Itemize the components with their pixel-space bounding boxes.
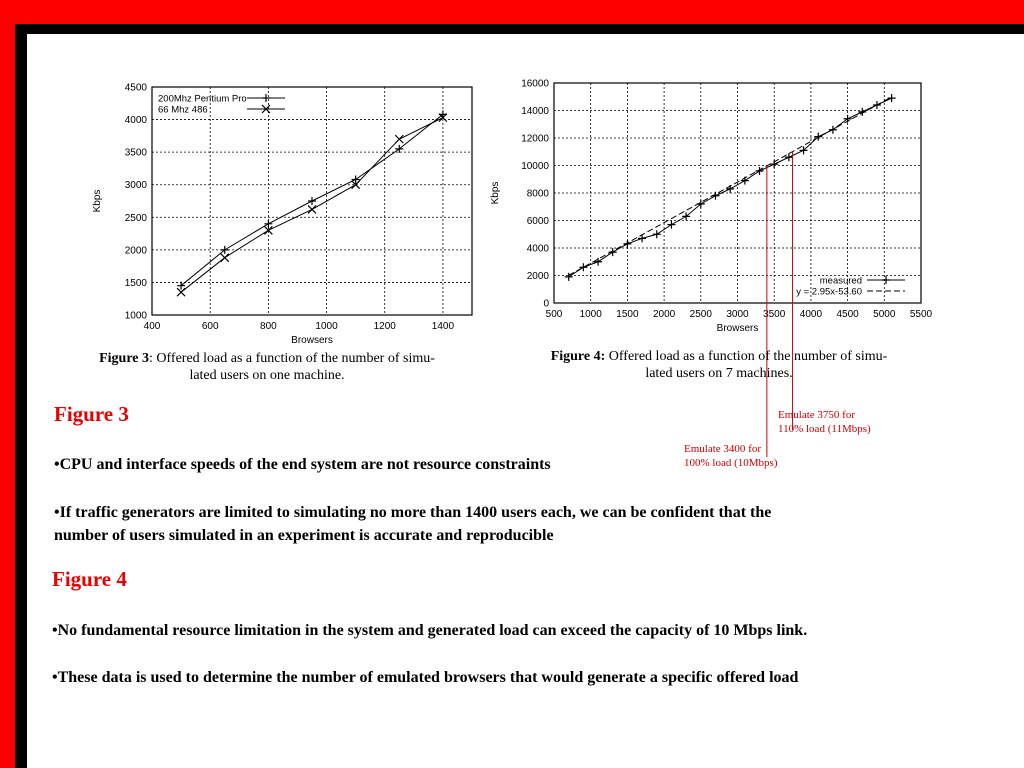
figure-3-bullet-traffic-line1: •If traffic generators are limited to simulating no more than 1400 users each, we can be confident that the [54, 504, 772, 521]
annotation-3750-line2: 110% load (11Mbps) [778, 423, 871, 435]
fig3-x-tick-label: 600 [201, 321, 219, 332]
fig3-series-1-point [395, 135, 403, 143]
fig4-series-0-point [638, 234, 646, 242]
fig4-y-tick-label: 8000 [526, 188, 549, 200]
fig3-legend-label: 200Mhz Pentium Pro [158, 93, 247, 105]
annotation-3400-line1: Emulate 3400 for [684, 443, 761, 455]
figure-4-bullet-capacity: •No fundamental resource limitation in the system and generated load can exceed the capacity of 10 Mbps link. [52, 622, 808, 639]
figure-3-heading: Figure 3 [54, 402, 129, 426]
fig4-y-tick-label: 16000 [521, 78, 549, 90]
fig4-legend-label: measured [819, 275, 862, 287]
fig4-x-tick-label: 3000 [726, 309, 749, 320]
figure-4-heading: Figure 4 [52, 567, 127, 591]
annotation-emulate-3400 [684, 442, 778, 470]
fig4-x-tick-label: 3500 [763, 309, 786, 320]
fig4-y-tick-label: 14000 [521, 106, 549, 117]
fig4-legend-label: y = 2.95x-53.60 [796, 286, 862, 298]
annotation-3750-line1: Emulate 3750 for [778, 409, 855, 421]
figure-3-bullet-traffic-line2: number of users simulated in an experiment is accurate and reproducible [54, 527, 554, 544]
fig4-series-1-line [569, 97, 892, 275]
fig4-series-0-point [667, 221, 675, 229]
fig3-x-tick-label: 800 [260, 321, 277, 332]
fig3-y-tick-label: 2000 [124, 245, 147, 257]
fig4-y-tick-label: 10000 [521, 161, 549, 172]
fig4-y-tick-label: 6000 [526, 216, 549, 227]
fig4-legend-marker [882, 276, 890, 284]
fig3-y-tick-label: 3500 [124, 147, 147, 159]
fig3-x-tick-label: 1000 [315, 321, 338, 332]
fig4-x-tick-label: 2000 [652, 309, 676, 320]
fig3-y-tick-label: 3000 [124, 180, 147, 192]
fig4-x-tick-label: 500 [545, 309, 563, 320]
fig3-x-tick-label: 1400 [431, 321, 455, 332]
figure-3-chart [87, 74, 487, 364]
frame-top-bar [15, 24, 1024, 34]
fig4-x-tick-label: 1000 [579, 309, 602, 320]
fig4-x-tick-label: 5000 [873, 309, 896, 320]
fig4-y-tick-label: 0 [543, 298, 549, 310]
fig4-series-0-point [653, 230, 661, 238]
fig3-y-axis-label: Kbps [92, 189, 103, 213]
figure-4-caption-label: Figure 4: [550, 349, 606, 364]
fig4-y-tick-label: 2000 [526, 271, 549, 282]
figure-3-caption-text: : Offered load as a function of the number of simu- [149, 351, 435, 366]
fig3-y-tick-label: 4500 [124, 82, 147, 94]
fig4-series-0-point [785, 153, 793, 161]
fig4-y-axis-label: Kbps [490, 181, 501, 205]
fig3-y-tick-label: 2500 [124, 212, 147, 224]
frame-left-bar [15, 24, 27, 768]
fig3-y-tick-label: 1500 [124, 277, 147, 289]
fig3-x-tick-label: 400 [143, 321, 161, 332]
fig4-series-0-point [594, 258, 602, 266]
fig3-series-1-point [308, 205, 316, 213]
fig3-legend-label: 66 Mhz 486 [158, 104, 208, 116]
figure-3-caption-line2: lated users on one machine. [189, 368, 345, 383]
fig4-x-axis-label: Browsers [716, 323, 759, 334]
slide-canvas [27, 34, 1024, 768]
figure-4-caption [489, 348, 949, 382]
fig4-series-0-point [579, 263, 587, 271]
fig4-y-tick-label: 12000 [521, 133, 549, 145]
fig4-x-tick-label: 4000 [799, 309, 823, 320]
fig4-x-tick-label: 4500 [836, 309, 859, 320]
fig3-legend-marker [262, 94, 270, 102]
fig3-series-0-point [308, 197, 316, 205]
figure-4-caption-line2: lated users on 7 machines. [645, 366, 793, 381]
fig3-series-1-point [221, 254, 229, 262]
annotation-emulate-3750 [778, 408, 871, 436]
figure-3-bullet-cpu: •CPU and interface speeds of the end system are not resource constraints [54, 456, 551, 473]
figure-4-bullet-emulated: •These data is used to determine the number of emulated browsers that would generate a specific offered load [52, 669, 799, 686]
figure-4-caption-text: Offered load as a function of the number of simu- [605, 349, 888, 364]
fig3-y-tick-label: 4000 [124, 115, 147, 127]
fig3-series-0-point [264, 220, 272, 228]
annotation-3400-line2: 100% load (10Mbps) [684, 457, 778, 469]
fig3-y-tick-label: 1000 [124, 310, 147, 322]
fig3-x-axis-label: Browsers [291, 335, 333, 346]
fig4-x-tick-label: 1500 [616, 309, 639, 320]
fig3-x-tick-label: 1200 [373, 321, 396, 332]
fig4-y-tick-label: 4000 [526, 243, 549, 255]
figure-3-caption [57, 350, 477, 384]
figure-4-chart [477, 72, 947, 462]
fig4-x-tick-label: 2500 [689, 309, 712, 320]
fig4-x-tick-label: 5500 [909, 309, 933, 320]
figure-3-caption-label: Figure 3 [99, 351, 149, 366]
